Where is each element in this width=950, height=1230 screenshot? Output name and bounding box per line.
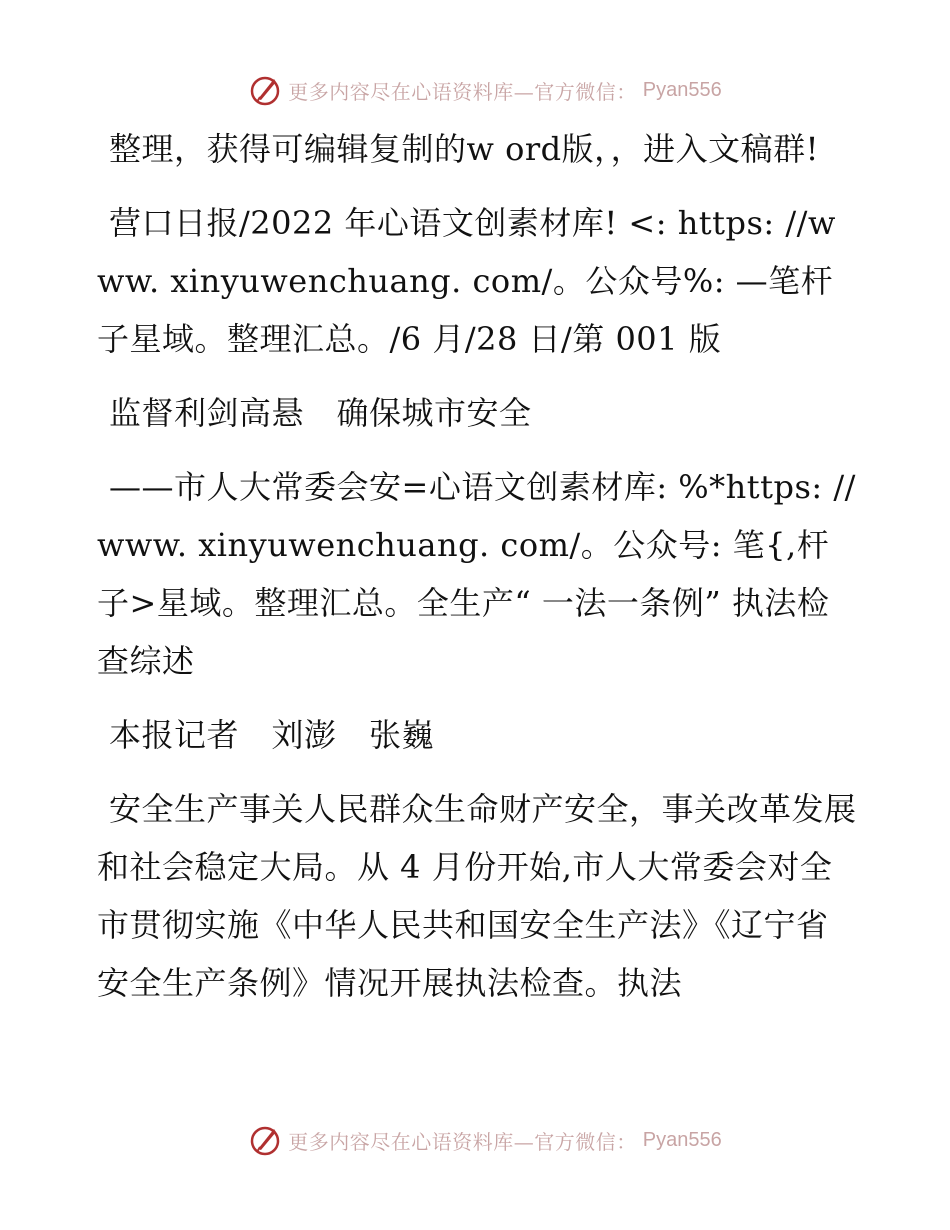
- paragraph-source-line: 营口日报/2022 年心语文创素材库! <: https: //www. xinyuwenchuang. com/。公众号%: —笔杆子星域。整理汇总。/6 月/28 日/第 001 版: [97, 204, 836, 358]
- watermark-group: [248, 1123, 721, 1157]
- document-body: [97, 120, 857, 1028]
- quill-pen-logo-icon: [248, 73, 282, 107]
- article-byline: 本报记者 刘澎 张巍: [109, 716, 435, 754]
- article-paragraph: 安全生产事关人民群众生命财产安全，事关改革发展和社会稳定大局。从 4 月份开始,市人大常委会对全市贯彻实施《中华人民共和国安全生产法》《辽宁省安全生产条例》情况开展执法检查。执法: [97, 790, 857, 1002]
- watermark-text: 更多内容尽在心语资料库—官方微信：: [288, 1129, 637, 1154]
- watermark-group: [248, 73, 721, 107]
- article-headline: 监督利剑高悬 确保城市安全: [109, 394, 532, 432]
- watermark-handle: Pyan556: [642, 1128, 722, 1151]
- quill-pen-logo-icon: [248, 1123, 282, 1157]
- watermark-handle: Pyan556: [642, 78, 722, 101]
- footer-watermark: [0, 1120, 950, 1160]
- watermark-text: 更多内容尽在心语资料库—官方微信：: [288, 79, 637, 104]
- article-subheadline: ——市人大常委会安=心语文创素材库: %*https: //www. xinyuwenchuang. com/。公众号: 笔{,杆子>星域。整理汇总。全生产“ 一法一条例” 执法检查综述: [97, 468, 856, 680]
- paragraph-intro: 整理，获得可编辑复制的w ord版，，进入文稿群!: [109, 130, 819, 168]
- header-watermark: [0, 70, 950, 110]
